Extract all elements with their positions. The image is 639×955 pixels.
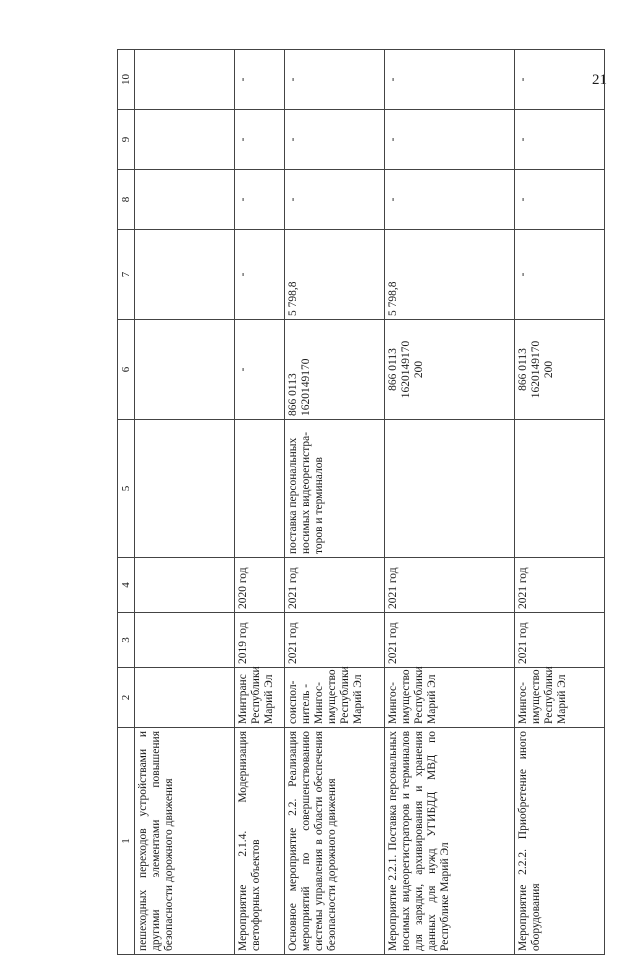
col-header-1: 1 [118, 728, 135, 955]
cell-amount-9: - [385, 110, 515, 170]
col-header-10: 10 [118, 50, 135, 110]
cell-amount-10: - [285, 50, 385, 110]
cell-activity: Мероприятие 2.2.1. Поставка персональных носимых видеорегистраторов и терминалов для зарядки, архивирования и хранения данных для нужд УГИБДД МВД по Республике Марий Эл [385, 728, 515, 955]
table-row [385, 50, 515, 955]
cell-executor: соиспол- нитель - Мингос- имущество Республики Марий Эл [285, 668, 385, 728]
col-header-7: 7 [118, 230, 135, 320]
col-header-5: 5 [118, 420, 135, 558]
cell-amount-7 [135, 230, 235, 320]
page-number: 21 [592, 72, 607, 88]
table-row [235, 50, 285, 955]
cell-code: 866 0113 1620149170 200 [515, 320, 605, 420]
cell-amount-7: - [235, 230, 285, 320]
cell-start: 2021 год [385, 613, 515, 668]
cell-executor [135, 668, 235, 728]
cell-result [515, 420, 605, 558]
cell-amount-10: - [385, 50, 515, 110]
cell-executor: Мингос- имущество Республики Марий Эл [385, 668, 515, 728]
cell-start: 2021 год [285, 613, 385, 668]
cell-result [385, 420, 515, 558]
table-row [515, 50, 605, 955]
cell-amount-7: 5 798,8 [385, 230, 515, 320]
cell-executor: Мингос- имущество Республики Марий Эл [515, 668, 605, 728]
cell-start: 2019 год [235, 613, 285, 668]
cell-amount-10 [135, 50, 235, 110]
cell-activity: Мероприятие 2.1.4. Модернизация светофорных объектов [235, 728, 285, 955]
cell-code: 866 0113 1620149170 [285, 320, 385, 420]
cell-activity: Основное мероприятие 2.2. Реализация мероприятий по совершенствованию системы управления в области обеспечения безопасности дорожного движения [285, 728, 385, 955]
col-header-6: 6 [118, 320, 135, 420]
cell-end: 2021 год [385, 558, 515, 613]
col-header-4: 4 [118, 558, 135, 613]
cell-amount-9: - [235, 110, 285, 170]
cell-amount-9: - [285, 110, 385, 170]
cell-amount-8: - [385, 170, 515, 230]
cell-amount-9: - [515, 110, 605, 170]
activities-table [117, 49, 605, 955]
cell-end [135, 558, 235, 613]
cell-amount-8: - [515, 170, 605, 230]
table-row [135, 50, 235, 955]
cell-end: 2020 год [235, 558, 285, 613]
cell-amount-10: - [235, 50, 285, 110]
cell-result [235, 420, 285, 558]
cell-activity: Мероприятие 2.2.2. Приобретение иного оборудования [515, 728, 605, 955]
cell-activity: пешеходных переходов устройствами и другими элементами повышения безопасности дорожного движения [135, 728, 235, 955]
rotated-table-container [117, 50, 639, 955]
table-wrapper [117, 50, 639, 951]
col-header-9: 9 [118, 110, 135, 170]
cell-amount-7: - [515, 230, 605, 320]
cell-code [135, 320, 235, 420]
cell-end: 2021 год [285, 558, 385, 613]
cell-executor: Минтранс Республики Марий Эл [235, 668, 285, 728]
col-header-3: 3 [118, 613, 135, 668]
cell-code: - [235, 320, 285, 420]
cell-amount-8: - [235, 170, 285, 230]
cell-code: 866 0113 1620149170 200 [385, 320, 515, 420]
cell-end: 2021 год [515, 558, 605, 613]
cell-result [135, 420, 235, 558]
cell-amount-8: - [285, 170, 385, 230]
column-number-row [118, 50, 135, 955]
cell-amount-7: 5 798,8 [285, 230, 385, 320]
col-header-8: 8 [118, 170, 135, 230]
cell-start [135, 613, 235, 668]
col-header-2: 2 [118, 668, 135, 728]
cell-result: поставка персональных носимых видеорегистра- торов и терминалов [285, 420, 385, 558]
cell-amount-10: - [515, 50, 605, 110]
cell-amount-8 [135, 170, 235, 230]
cell-start: 2021 год [515, 613, 605, 668]
table-row [285, 50, 385, 955]
cell-amount-9 [135, 110, 235, 170]
